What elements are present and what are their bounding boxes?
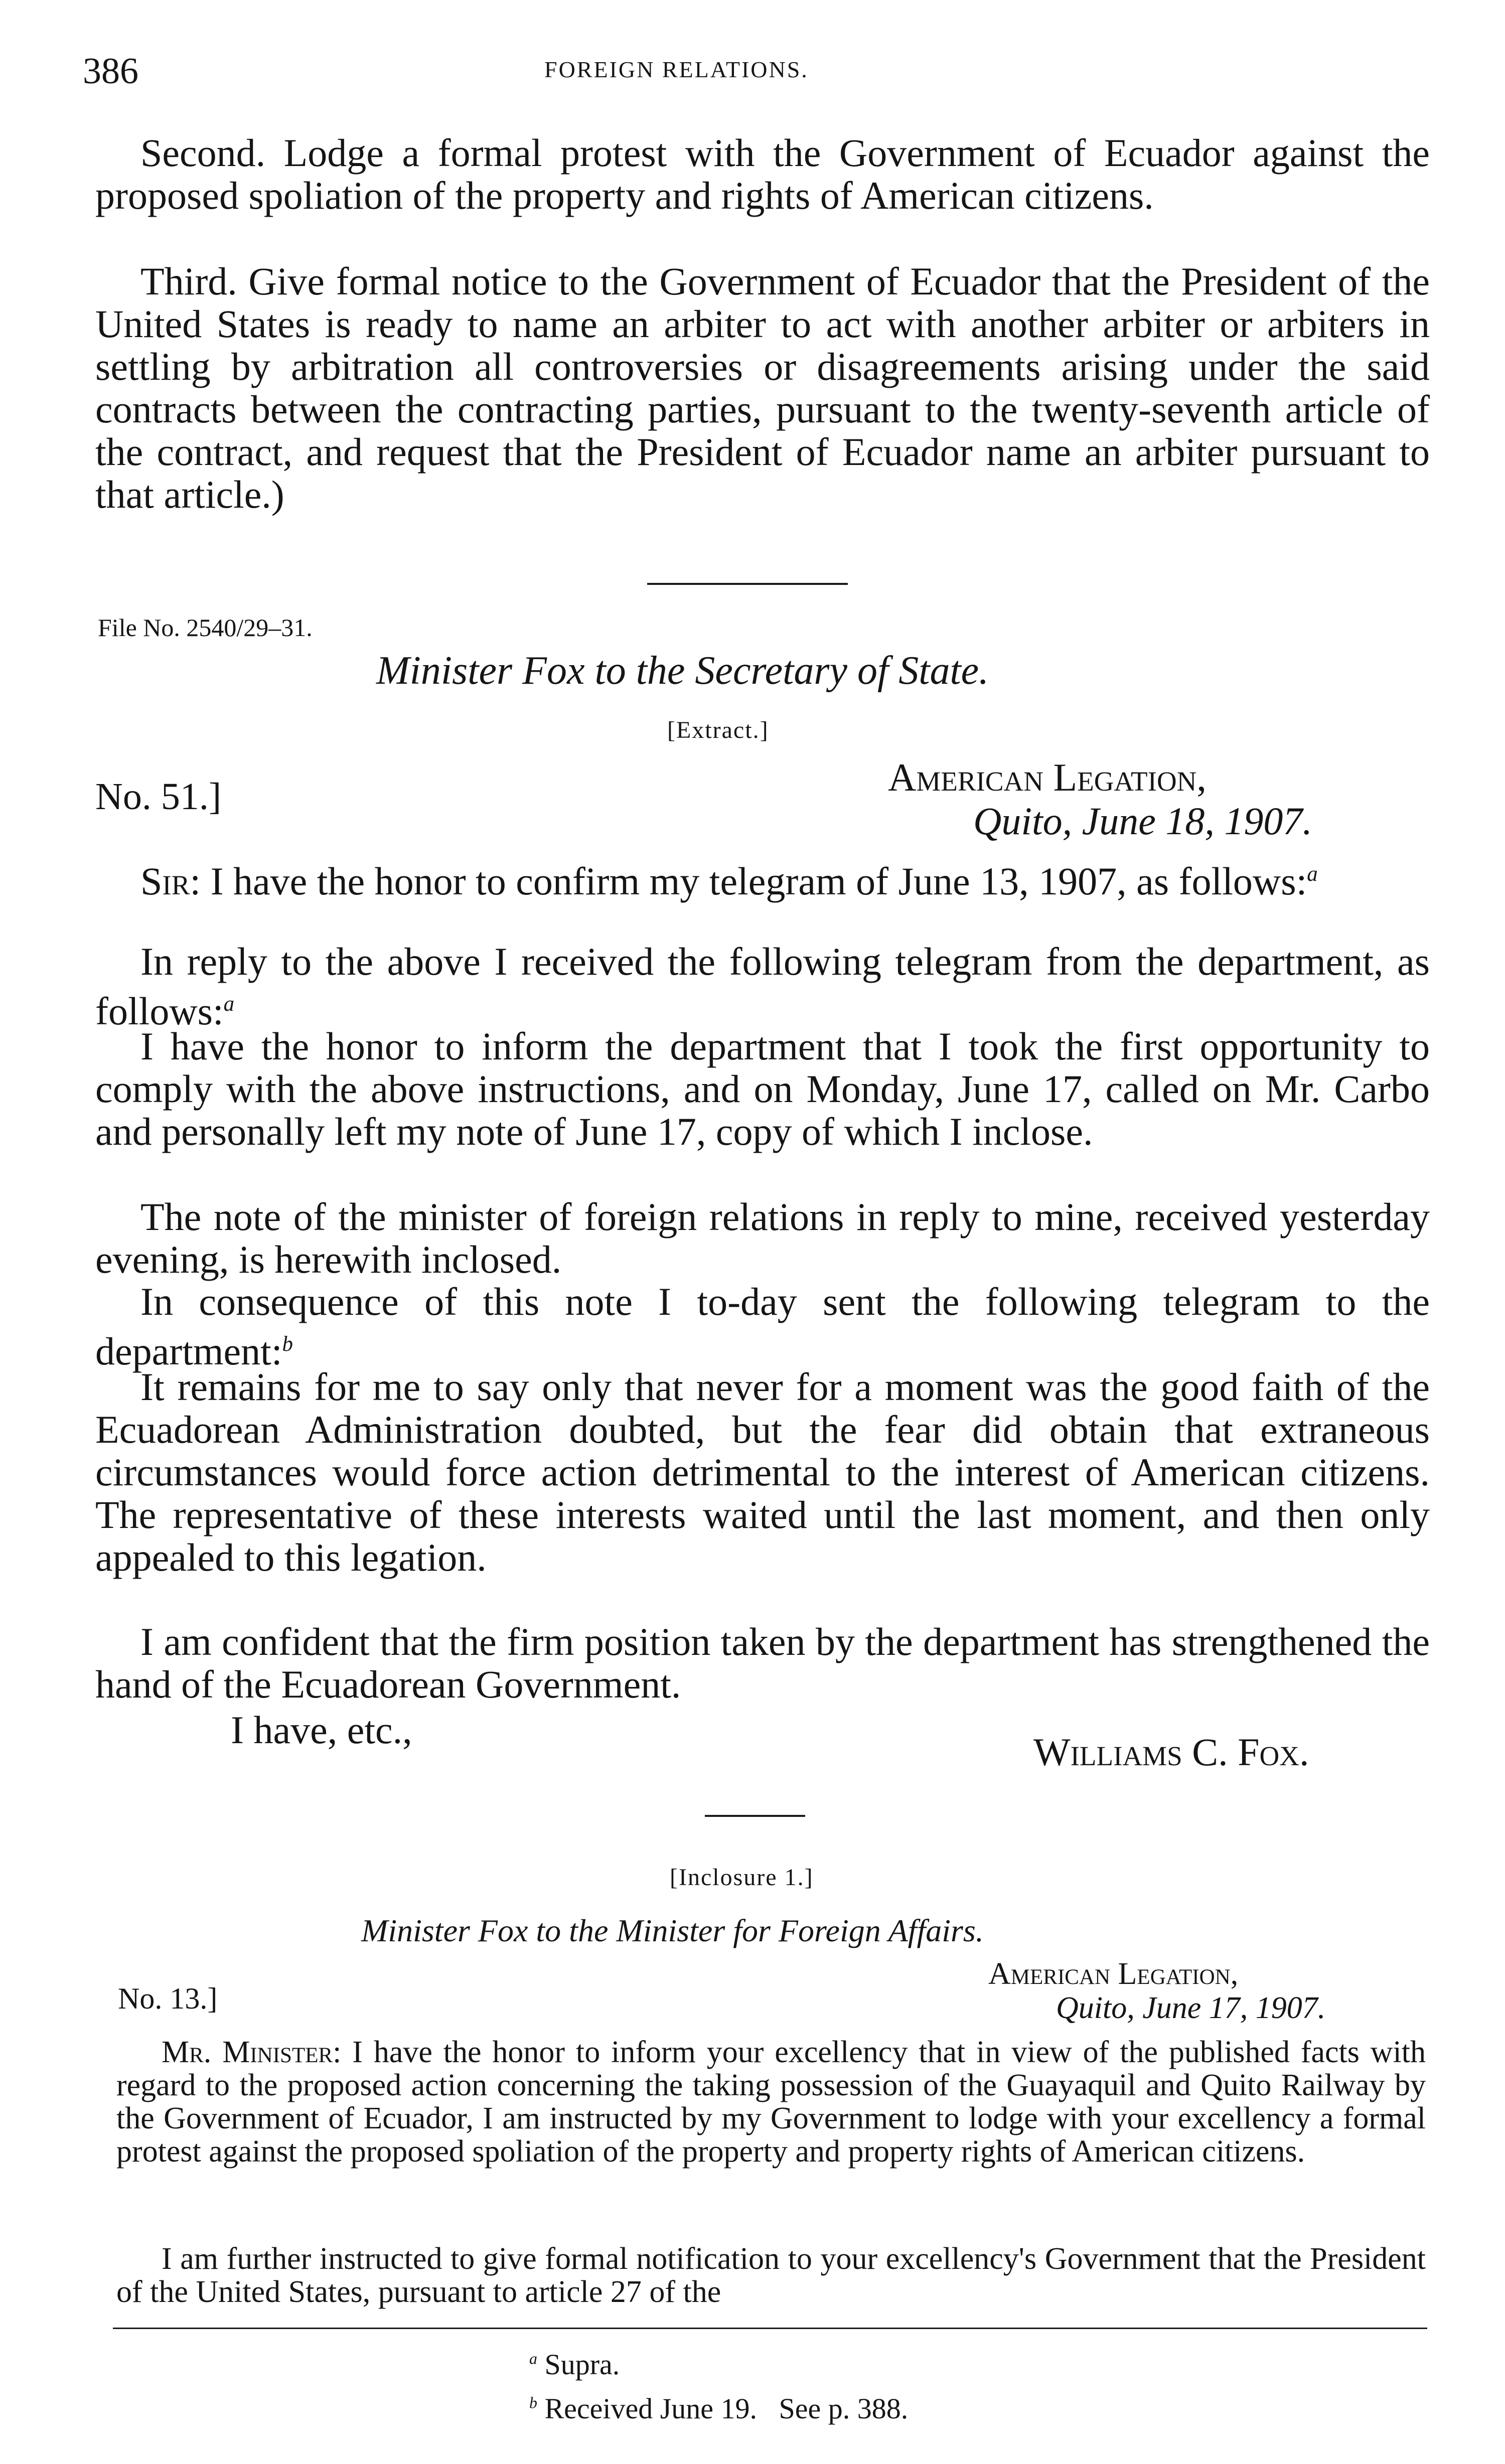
inclosure-number: No. 13.] [118, 1982, 218, 2015]
section-divider [705, 1815, 805, 1817]
paragraph-1-text: I have the honor to confirm my telegram of June 13, 1907, as follows: [210, 859, 1307, 903]
section-divider [647, 583, 848, 585]
paragraph-2 [95, 940, 1430, 1032]
footnote-ref-b: b [282, 1332, 293, 1356]
extract-tag: [Extract.] [667, 717, 769, 743]
paragraph-1 [95, 853, 1430, 902]
footnote-b-text: Received June 19. See p. 388. [544, 2392, 909, 2425]
salutation: Sir: [140, 859, 201, 903]
footnote-ref-a: a [1307, 862, 1318, 886]
paragraph-2-text: In reply to the above I received the following telegram from the department, as follows: [95, 940, 1430, 1033]
place-date: Quito, June 18, 1907. [973, 799, 1312, 843]
paragraph-6: It remains for me to say only that never for a moment was the good faith of the Ecuadorean Administration doubted, but the fear did obtain that extraneous circumstances would force action detrimental to the interest of American citizens. The representative of these interests waited until the last moment, and then only appealed to this legation. [95, 1365, 1430, 1579]
paragraph-third: Third. Give formal notice to the Government of Ecuador that the President of the United States is ready to name an arbiter to act with another arbiter or arbiters in settling by arbitration all controversies or disagreements arising under the said contracts between the contracting parties, pursuant to the twenty-seventh article of the contract, and request that the President of Ecuador name an arbiter pursuant to that article.) [95, 259, 1430, 516]
running-title: FOREIGN RELATIONS. [544, 57, 809, 82]
page-number: 386 [83, 51, 138, 92]
legation-name: American Legation, [888, 755, 1207, 799]
footnote-b [529, 2392, 908, 2425]
signature: Williams C. Fox. [1033, 1730, 1309, 1774]
paragraph-5 [95, 1280, 1430, 1372]
inclosure-salutation: Mr. Minister: [162, 2035, 342, 2069]
footnote-ref-a: a [223, 992, 235, 1016]
inclosure-paragraph-2: I am further instructed to give formal notification to your excellency's Government that the President of the United States, pursuant to article 27 of the [116, 2242, 1426, 2309]
inclosure-legation: American Legation, [988, 1957, 1239, 1991]
letter-title: Minister Fox to the Secretary of State. [376, 649, 989, 693]
file-number: File No. 2540/29–31. [98, 613, 313, 642]
footnote-a-text: Supra. [544, 2348, 620, 2381]
paragraph-7: I am confident that the firm position taken by the department has strengthened the hand of the Ecuadorean Government. [95, 1620, 1430, 1706]
dispatch-number: No. 51.] [95, 776, 222, 818]
footnote-rule [113, 2328, 1427, 2329]
paragraph-3: I have the honor to inform the department that I took the first opportunity to comply with the above instructions, and on Monday, June 17, called on Mr. Carbo and personally left my note of June 17, copy of which I inclose. [95, 1024, 1430, 1153]
footnote-a [529, 2348, 620, 2381]
inclosure-title: Minister Fox to the Minister for Foreign Affairs. [361, 1913, 984, 1948]
inclosure-tag: [Inclosure 1.] [670, 1864, 814, 1891]
footnote-marker-a: a [529, 2350, 537, 2368]
footnote-marker-b: b [529, 2394, 537, 2412]
paragraph-4: The note of the minister of foreign relations in reply to mine, received yesterday evening, is herewith inclosed. [95, 1195, 1430, 1281]
closing: I have, etc., [231, 1708, 412, 1752]
inclosure-place-date: Quito, June 17, 1907. [1056, 1991, 1326, 2025]
paragraph-second: Second. Lodge a formal protest with the Government of Ecuador against the proposed spoliation of the property and rights of American citizens. [95, 131, 1430, 217]
paragraph-5-text: In consequence of this note I to-day sent the following telegram to the department: [95, 1280, 1430, 1373]
inclosure-paragraph-1 [116, 2036, 1426, 2168]
inclosure-paragraph-1-text: I have the honor to inform your excellency that in view of the published facts with regard to the proposed action concerning the taking possession of the Guayaquil and Quito Railway by the Government of Ecuador, I am instructed by my Government to lodge with your excellency a formal protest against the proposed spoliation of the property and property rights of American citizens. [116, 2035, 1426, 2169]
